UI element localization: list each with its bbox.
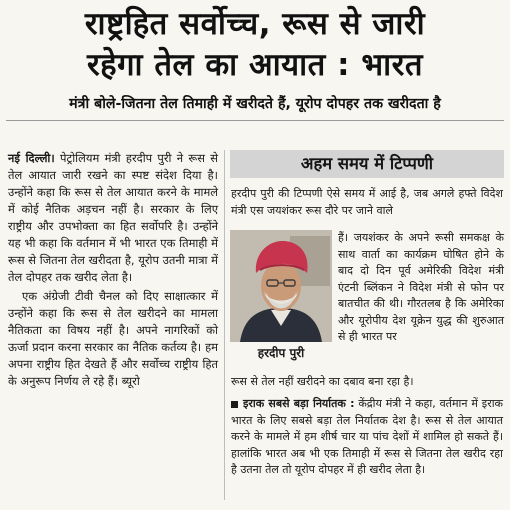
- byline-credit: ब्यूरो: [121, 374, 140, 388]
- left-para-1-text: पेट्रोलियम मंत्री हरदीप पुरी ने रूस से तेल आयात जारी रखने का स्पष्ट संदेश दिया है। उन्होंने कहा कि रूस से तेल आयात करने के मामले में कोई नैतिक अड़चन नहीं है। सरकार के लिए राष्ट्रीय और उपभोक्ता का हित सर्वोपरि है। उन्होंने यह भी कहा कि वर्तमान में भी भारत एक तिमाही में रूस से जितना तेल खरीदता है, यूरोप उतनी मात्रा में तेल दोपहर तक खरीद लेता है।: [8, 151, 218, 284]
- portrait-illustration: [230, 230, 332, 342]
- photo-caption: हरदीप पुरी: [257, 346, 305, 360]
- headline-line-1: राष्ट्रहित सर्वोच्च, रूस से जारी: [84, 6, 426, 42]
- box-title: अहम समय में टिप्पणी: [230, 150, 504, 178]
- bullet-text: केंद्रीय मंत्री ने कहा, वर्तमान में इराक भारत के लिए सबसे बड़ा तेल निर्यातक देश है। रूस से तेल आयात करने के मामले में हम शीर्ष चार या पांच देशों में शामिल हो सकते हैं। हालांकि भारत अब भी एक तिमाही में रूस से जितना तेल खरीद रहा है उतना तेल तो यूरोप दोपहर में ही खरीद लेता है।: [231, 397, 503, 476]
- column-divider: [224, 150, 225, 500]
- box-text-full: रूस से तेल नहीं खरीदने का दबाव बना रहा है।: [231, 375, 414, 388]
- portrait-photo: [230, 230, 332, 342]
- bullet-paragraph: [231, 396, 503, 479]
- bullet-lead: इराक सबसे बड़ा निर्यातक :: [243, 397, 355, 410]
- dateline: नई दिल्ली।: [8, 151, 55, 165]
- box-text-right: हैं। जयशंकर के अपने रूसी समकक्ष के साथ वार्ता का कार्यक्रम घोषित होने के बाद दो दिन पूर्व अमेरिकी विदेश मंत्री एंटनी ब्लिंकन ने विदेश मंत्री से फोन पर बातचीत की थी। गौरतलब है कि अमेरिका और यूरोपीय देश यूक्रेन युद्ध की शुरुआत से ही भारत पर: [338, 231, 504, 343]
- left-column: [8, 150, 218, 392]
- left-para-1: [8, 150, 218, 286]
- left-para-2: [8, 288, 218, 390]
- left-para-2-text: एक अंग्रेजी टीवी चैनल को दिए साक्षात्कार में उन्होंने कहा कि रूस से तेल खरीदने का मामला नैतिकता का विषय नहीं है। अपने नागरिकों को ऊर्जा प्रदान करना सरकार का नैतिक कर्तव्य है। हम अपना राष्ट्रीय हित देखते हैं और सर्वोच्च राष्ट्रीय हित के अनुरूप निर्णय ले रहे हैं।: [8, 289, 218, 388]
- box-text-top: हरदीप पुरी की टिप्पणी ऐसे समय में आई है, जब अगले हफ्ते विदेश मंत्री एस जयशंकर रूस दौरे पर जाने वाले: [231, 187, 503, 217]
- subheadline: मंत्री बोले-जितना तेल तिमाही में खरीदते हैं, यूरोप दोपहर तक खरीदता है: [6, 92, 504, 121]
- square-bullet-icon: [231, 401, 238, 408]
- headline-line-2: रहेगा तेल का आयात : भारत: [86, 47, 424, 83]
- headline: [6, 4, 504, 86]
